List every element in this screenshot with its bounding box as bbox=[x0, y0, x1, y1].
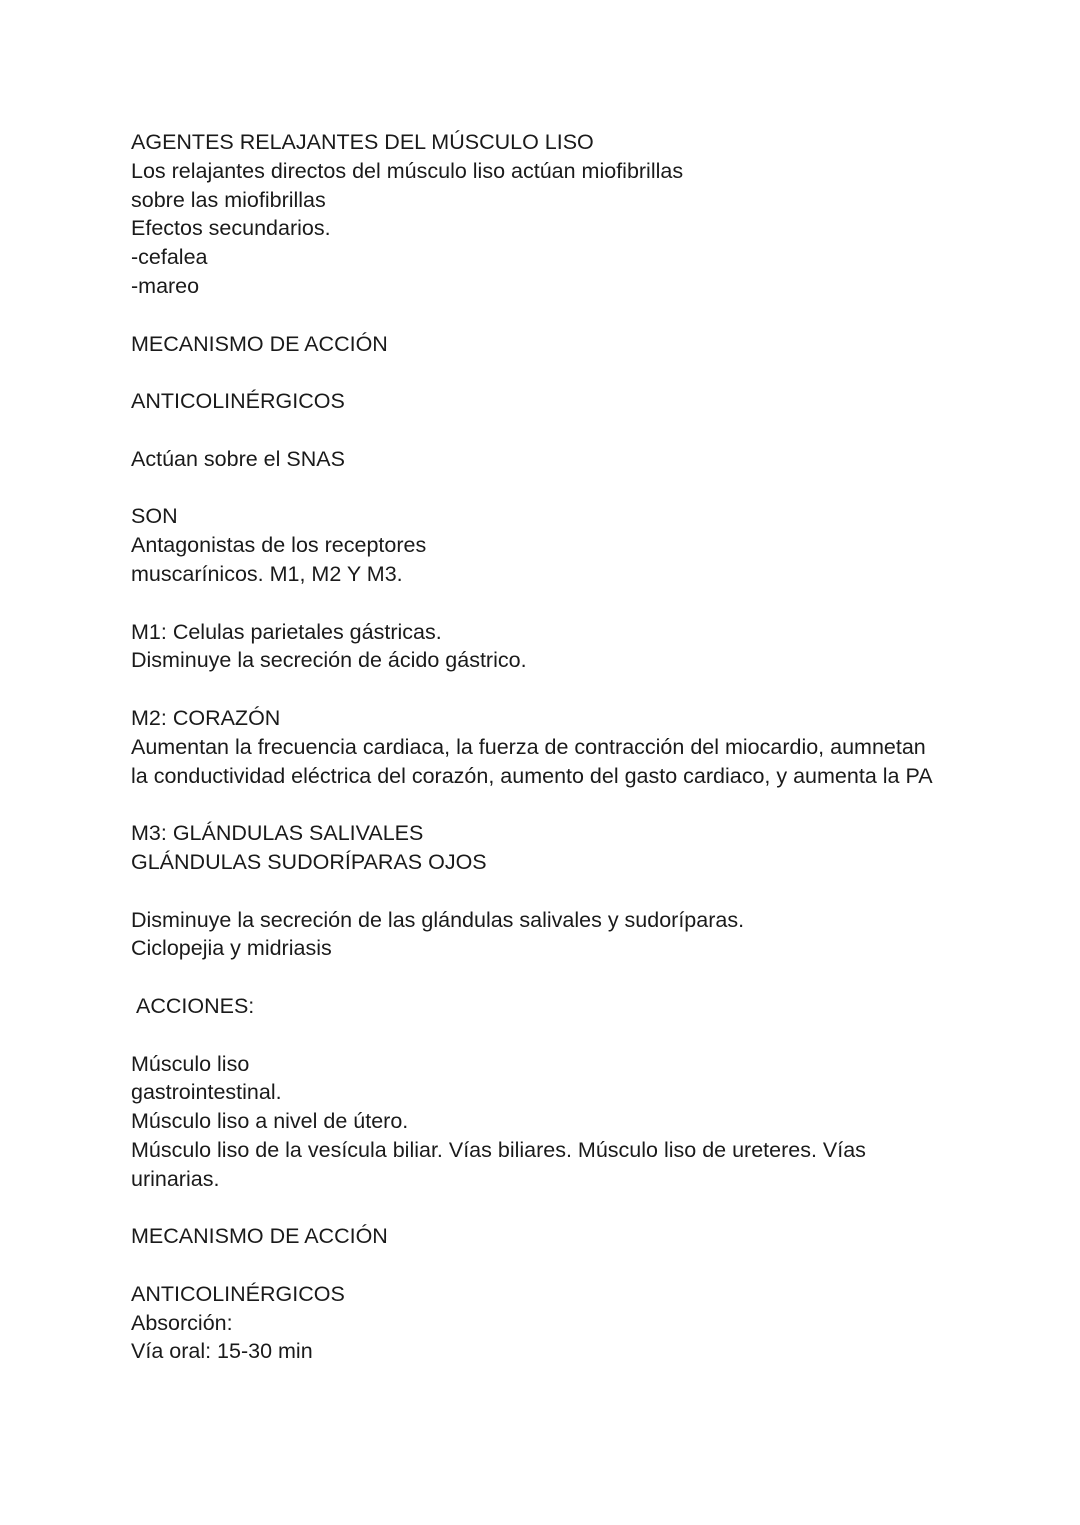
receptor-m3-heading: M3: GLÁNDULAS SALIVALES bbox=[131, 821, 424, 846]
spacer bbox=[131, 358, 1011, 387]
absorption-label: Absorción: bbox=[131, 1310, 233, 1335]
receptor-m2-line: Aumentan la frecuencia cardiaca, la fuerza de contracción del miocardio, aumnetan bbox=[131, 734, 926, 759]
receptor-m3-line: Ciclopejia y midriasis bbox=[131, 936, 332, 961]
receptor-m1-line: Disminuye la secreción de ácido gástrico. bbox=[131, 648, 527, 673]
spacer bbox=[131, 675, 1011, 704]
side-effects-label: Efectos secundarios. bbox=[131, 216, 331, 241]
section-heading: ANTICOLINÉRGICOS bbox=[131, 389, 345, 414]
receptor-m3-heading: GLÁNDULAS SUDORÍPARAS OJOS bbox=[131, 849, 487, 874]
receptor-m2-line: la conductividad eléctrica del corazón, aumento del gasto cardiaco, y aumenta la PA bbox=[131, 763, 933, 788]
spacer bbox=[131, 1251, 1011, 1280]
paragraph-line: muscarínicos. M1, M2 Y M3. bbox=[131, 561, 403, 586]
receptor-m1-line: M1: Celulas parietales gástricas. bbox=[131, 619, 442, 644]
document-body bbox=[131, 128, 1011, 1366]
spacer bbox=[131, 474, 1011, 503]
spacer bbox=[131, 1193, 1011, 1222]
intro-line: Los relajantes directos del músculo liso actúan miofibrillas bbox=[131, 158, 684, 183]
section-heading: MECANISMO DE ACCIÓN bbox=[131, 1224, 388, 1249]
side-effect-item: -mareo bbox=[131, 273, 200, 298]
section-heading: ANTICOLINÉRGICOS bbox=[131, 1281, 345, 1306]
intro-line: sobre las miofibrillas bbox=[131, 187, 326, 212]
absorption-route: Vía oral: 15-30 min bbox=[131, 1339, 313, 1364]
spacer bbox=[131, 301, 1011, 330]
receptor-m3-line: Disminuye la secreción de las glándulas salivales y sudoríparas. bbox=[131, 907, 745, 932]
spacer bbox=[131, 589, 1011, 618]
paragraph-line: Antagonistas de los receptores bbox=[131, 533, 427, 558]
action-line: Músculo liso bbox=[131, 1051, 250, 1076]
spacer bbox=[131, 416, 1011, 445]
spacer bbox=[131, 790, 1011, 819]
action-line: gastrointestinal. bbox=[131, 1080, 282, 1105]
side-effect-item: -cefalea bbox=[131, 245, 208, 270]
document-title: AGENTES RELAJANTES DEL MÚSCULO LISO bbox=[131, 130, 594, 154]
action-line: urinarias. bbox=[131, 1166, 220, 1191]
section-heading: ACCIONES: bbox=[136, 993, 255, 1018]
action-line: Músculo liso a nivel de útero. bbox=[131, 1109, 409, 1134]
spacer bbox=[131, 1021, 1011, 1050]
spacer bbox=[131, 963, 1011, 992]
action-line: Músculo liso de la vesícula biliar. Vías biliares. Músculo liso de ureteres. Vías bbox=[131, 1137, 866, 1162]
paragraph-line: Actúan sobre el SNAS bbox=[131, 446, 345, 471]
receptor-m2-heading: M2: CORAZÓN bbox=[131, 705, 281, 730]
section-label: SON bbox=[131, 504, 178, 529]
section-heading: MECANISMO DE ACCIÓN bbox=[131, 331, 388, 356]
spacer bbox=[131, 877, 1011, 906]
